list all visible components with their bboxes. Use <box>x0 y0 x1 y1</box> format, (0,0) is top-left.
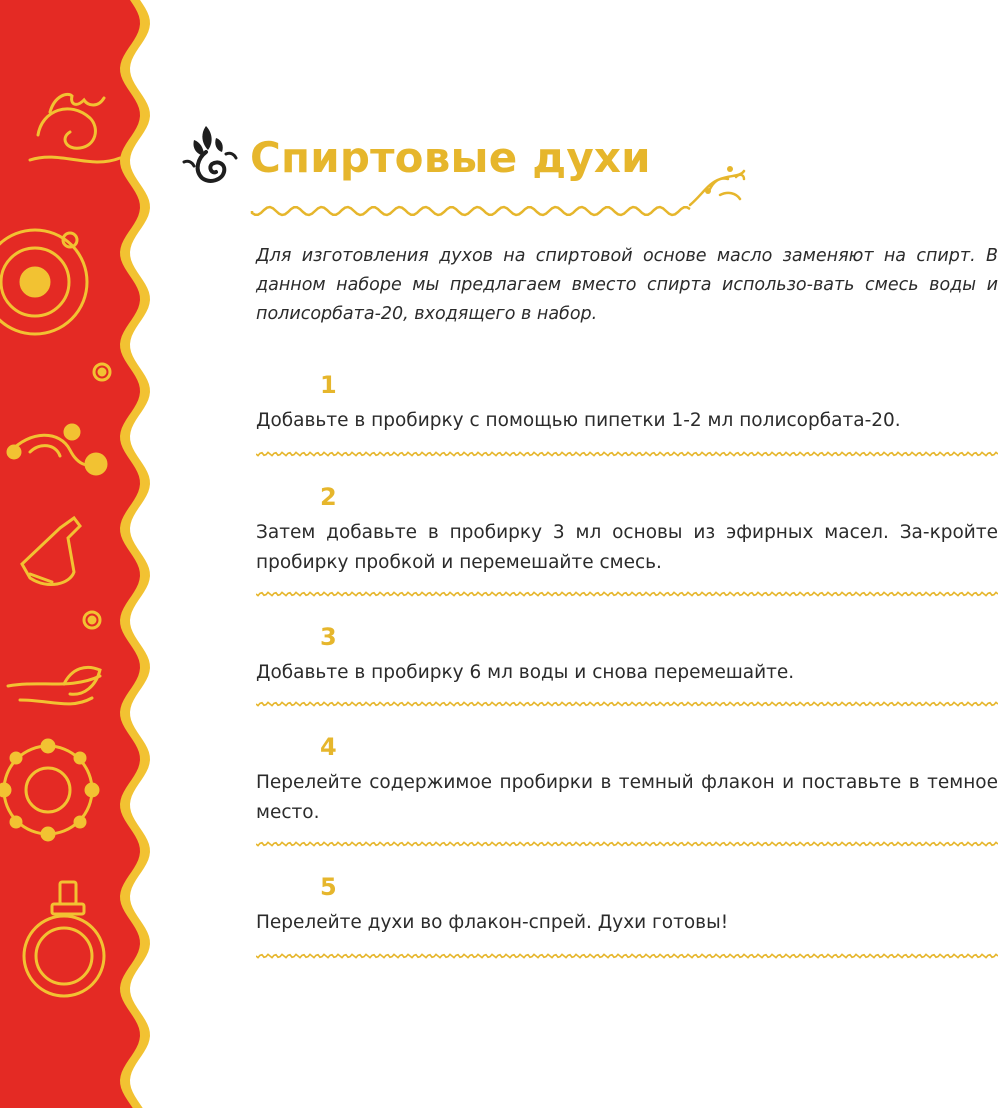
leaf-swirl-logo-icon <box>176 118 238 188</box>
decorative-sidebar <box>0 0 160 1108</box>
step-text: Затем добавьте в пробирку 3 мл основы из эфирных масел. За-кройте пробирку пробкой и перемешайте смесь. <box>256 522 998 573</box>
step-text: Перелейте духи во флакон-спрей. Духи готовы! <box>256 912 729 933</box>
wave-divider <box>256 700 998 708</box>
step-text: Добавьте в пробирку с помощью пипетки 1-2 мл полисорбата-20. <box>256 410 901 431</box>
page-title: Спиртовые духи <box>250 133 651 182</box>
wave-divider <box>256 590 998 598</box>
wave-divider <box>256 450 998 458</box>
step-number: 5 <box>320 873 337 901</box>
step-number: 2 <box>320 483 337 511</box>
step-text: Добавьте в пробирку 6 мл воды и снова перемешайте. <box>256 662 795 683</box>
intro-paragraph: Для изготовления духов на спиртовой основе масло заменяют на спирт. В данном наборе мы предлагаем вместо спирта использо-вать смесь воды и полисорбата-20, входящего в набор. <box>256 246 998 324</box>
wave-divider <box>256 952 998 960</box>
step-text: Перелейте содержимое пробирки в темный флакон и поставьте в темное место. <box>256 772 998 823</box>
step-number: 1 <box>320 371 337 399</box>
title-flourish-icon <box>250 155 750 225</box>
step-number: 3 <box>320 623 337 651</box>
wave-divider <box>256 840 998 848</box>
step-number: 4 <box>320 733 337 761</box>
